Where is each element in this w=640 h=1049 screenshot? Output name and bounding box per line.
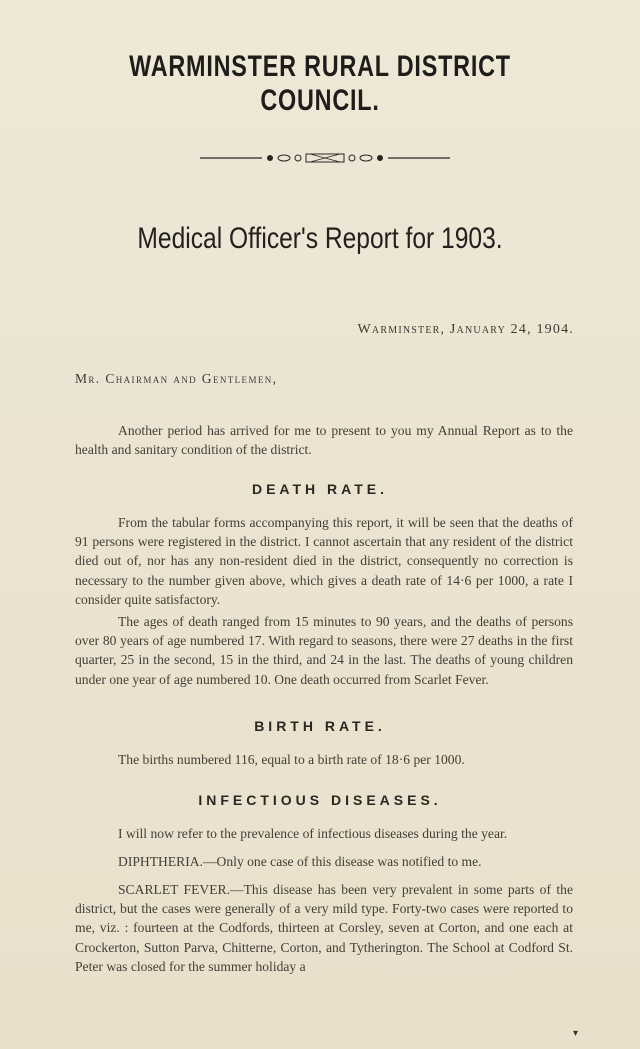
ornament-divider [200, 151, 450, 165]
infectious-paragraph-1: I will now refer to the prevalence of infectious diseases during the year. [118, 826, 508, 841]
report-subtitle: Medical Officer's Report for 1903. [137, 222, 503, 255]
dateline: Warminster, January 24, 1904. [357, 322, 574, 337]
page-mark-icon: ▾ [572, 1028, 578, 1039]
council-title: WARMINSTER RURAL DISTRICT COUNCIL. [129, 50, 511, 117]
scarlet-fever-paragraph: SCARLET FEVER.—This disease has been very prevalent in some parts of the district, but the cases were generally of a very mild type. Forty-two cases were reported to me, viz. : fourteen at the Codfords, thirteen at Corsley, seven at Corton, and one each at Crockerton, Sutton Parva, Chitterne, Corton, and Tytherington. The School at Codford St. Peter was closed for the summer holiday a [75, 882, 573, 974]
infectious-diseases-heading: INFECTIOUS DISEASES. [198, 792, 442, 808]
salutation: Mr. Chairman and Gentlemen, [75, 371, 278, 386]
intro-paragraph: Another period has arrived for me to present to you my Annual Report as to the health and sanitary condition of the district. [75, 423, 573, 458]
birth-rate-heading: BIRTH RATE. [254, 718, 386, 734]
death-rate-heading: DEATH RATE. [251, 481, 389, 497]
diphtheria-paragraph: DIPHTHERIA.—Only one case of this disease was notified to me. [118, 854, 482, 869]
death-rate-paragraph-2: The ages of death ranged from 15 minutes to 90 years, and the deaths of persons over 80 years of age numbered 17. With regard to seasons, there were 27 deaths in the first quarter, 25 in the second, 15 in the third, and 24 in the last. The deaths of young children under one year of age numbered 10. One death occurred from Scarlet Fever. [75, 614, 573, 687]
birth-rate-paragraph: The births numbered 116, equal to a birth rate of 18·6 per 1000. [118, 752, 465, 767]
death-rate-paragraph-1: From the tabular forms accompanying this report, it will be seen that the deaths of 91 persons were registered in the district. I cannot ascertain that any resident of the district died out of, nor has any non-resident died in the district, consequently no correction is necessary to the number given above, which gives a death rate of 14·6 per 1000, a rate I consider quite satisfactory. [75, 515, 573, 607]
